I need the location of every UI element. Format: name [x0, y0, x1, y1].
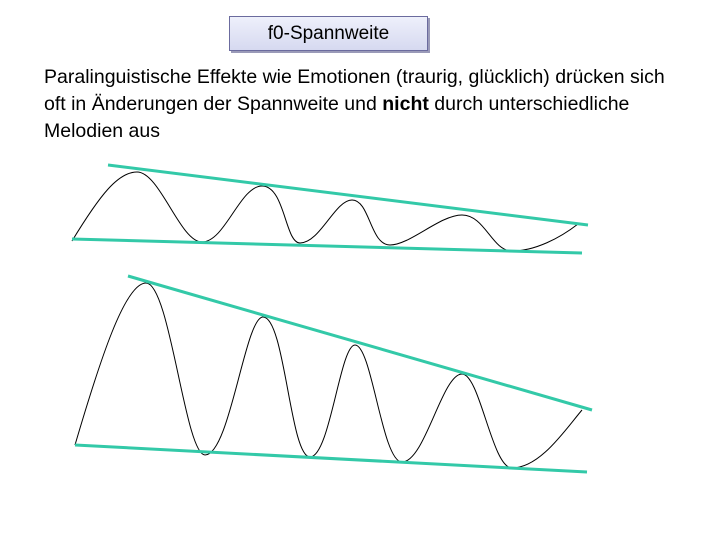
slide-title: f0-Spannweite: [267, 22, 390, 44]
wide-range-contour: [75, 276, 592, 472]
narrow-range-contour: [72, 165, 588, 253]
narrow-range-bottom-envelope: [72, 239, 582, 253]
paragraph-bold-word: nicht: [382, 93, 429, 115]
wide-range-waveform: [75, 283, 582, 468]
paragraph-text: Paralinguistische Effekte wie Emotionen (traurig, glücklich) drücken sich oft in Änderungen der Spannweite und: [44, 66, 665, 115]
wide-range-bottom-envelope: [75, 445, 587, 472]
paragraph-text-end: durch unterschiedliche Melodien aus: [44, 93, 630, 142]
narrow-range-waveform: [72, 172, 578, 251]
narrow-range-top-envelope: [108, 165, 588, 225]
wide-range-top-envelope: [128, 276, 592, 410]
